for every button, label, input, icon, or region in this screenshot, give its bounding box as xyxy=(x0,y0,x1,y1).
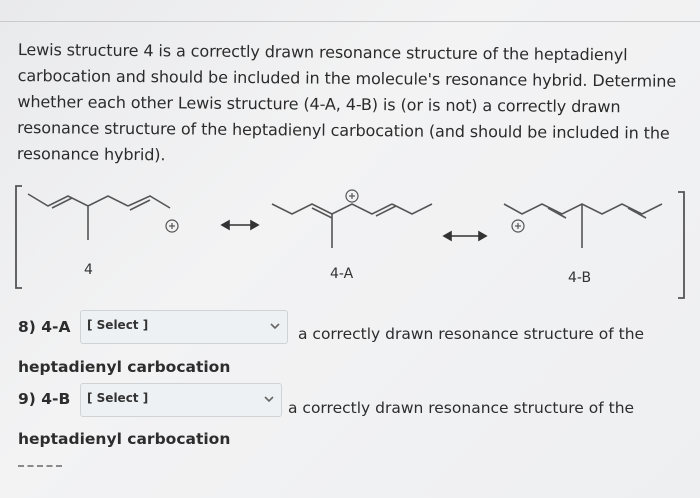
question-9-continuation: heptadienyl carbocation xyxy=(18,430,231,448)
chevron-down-icon xyxy=(263,393,275,405)
question-prompt: Lewis structure 4 is a correctly drawn resonance structure of the heptadienyl carbocation and should be included in the molecule's resonance hybrid. Determine whether each other Lewis structure (4-A, 4-B) is (or is not) a correctly drawn resonance structure of the heptadienyl carbocation (and should be included in the resonance hybrid). xyxy=(16,39,677,165)
structure-4a xyxy=(272,204,432,248)
chevron-down-icon xyxy=(269,320,281,332)
structure-4b xyxy=(504,204,662,248)
question-8-tail: a correctly drawn resonance structure of the xyxy=(298,325,645,343)
question-9-prefix: 9) 4-B xyxy=(18,390,71,408)
dashed-divider xyxy=(18,465,62,467)
plus-charge-icon-4b xyxy=(512,220,524,232)
question-8-select[interactable] xyxy=(80,310,288,344)
right-bracket xyxy=(678,192,684,298)
question-9-tail: a correctly drawn resonance structure of the xyxy=(288,399,635,417)
question-9-select-value: [ Select ] xyxy=(87,391,149,405)
structure-label-4: 4 xyxy=(84,262,93,278)
plus-charge-icon-4a xyxy=(346,190,358,202)
plus-charge-icon-4 xyxy=(166,220,178,232)
double-headed-arrow-icon xyxy=(444,232,486,240)
double-headed-arrow-icon xyxy=(222,221,258,229)
left-bracket xyxy=(16,186,22,288)
structure-label-4b: 4-B xyxy=(568,270,592,286)
top-divider xyxy=(0,21,700,22)
question-9-select[interactable] xyxy=(80,383,282,417)
question-8-continuation: heptadienyl carbocation xyxy=(18,358,231,376)
structure-label-4a: 4-A xyxy=(330,266,354,282)
question-8-select-value: [ Select ] xyxy=(87,318,149,332)
structure-4 xyxy=(28,194,170,240)
resonance-structures-figure xyxy=(0,170,700,310)
structures-svg xyxy=(0,170,700,310)
question-8-prefix: 8) 4-A xyxy=(18,318,71,336)
